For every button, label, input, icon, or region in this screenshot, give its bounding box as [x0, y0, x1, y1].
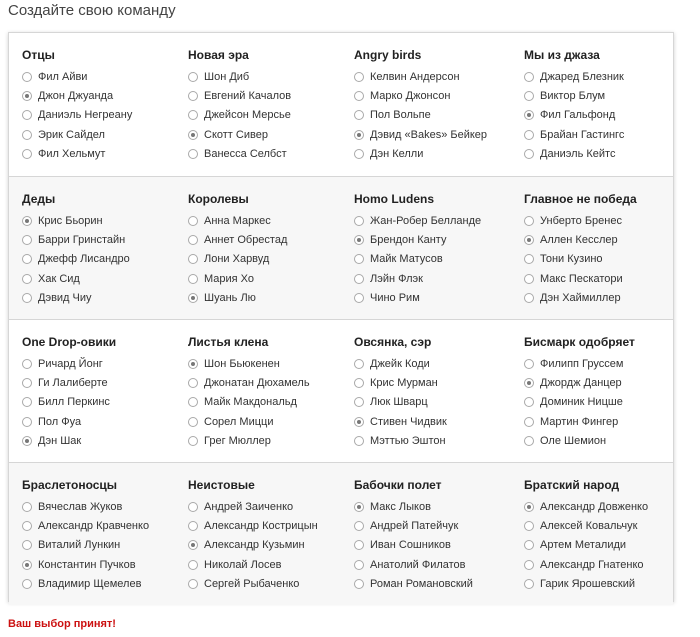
player-option-label: Жан-Робер Белланде [370, 214, 482, 227]
player-option-label: Дэвид «Bakes» Бейкер [370, 128, 488, 141]
player-option-label: Мартин Фингер [540, 415, 619, 428]
team-group [188, 478, 318, 593]
player-option[interactable] [354, 393, 447, 412]
player-option-label: Филипп Груссем [540, 357, 624, 370]
player-option-label: Мария Хо [204, 272, 255, 285]
radio-button-icon[interactable] [524, 359, 534, 369]
player-option[interactable] [22, 125, 132, 144]
radio-button-icon[interactable] [22, 397, 32, 407]
radio-button-icon[interactable] [188, 521, 198, 531]
player-option[interactable] [524, 497, 648, 516]
player-option[interactable] [22, 269, 130, 288]
player-option[interactable] [188, 431, 310, 450]
player-option[interactable] [188, 144, 291, 163]
player-option-label: Барри Гринстайн [38, 233, 126, 246]
radio-button-icon[interactable] [354, 378, 364, 388]
radio-button-icon[interactable] [524, 91, 534, 101]
player-option[interactable] [354, 230, 481, 249]
radio-button-icon[interactable] [188, 293, 198, 303]
player-option-label: Шон Диб [204, 70, 250, 83]
radio-button-icon[interactable] [22, 110, 32, 120]
radio-button-icon[interactable] [524, 378, 534, 388]
radio-button-icon[interactable] [524, 293, 534, 303]
player-option[interactable] [354, 67, 487, 86]
team-group [354, 478, 473, 593]
player-option-label: Джейсон Мерсье [204, 109, 291, 122]
team-group [354, 335, 447, 450]
team-group-title: Новая эра [188, 48, 249, 62]
radio-button-icon[interactable] [22, 560, 32, 570]
player-option-label: Брендон Канту [370, 233, 447, 246]
player-option-label: Келвин Андерсон [370, 70, 460, 83]
player-option[interactable] [354, 555, 473, 574]
radio-button-icon[interactable] [188, 417, 198, 427]
player-option[interactable] [22, 230, 130, 249]
radio-button-icon[interactable] [354, 110, 364, 120]
radio-button-icon[interactable] [188, 502, 198, 512]
player-option[interactable] [22, 354, 116, 373]
player-option[interactable] [188, 106, 291, 125]
player-option-label: Вячеслав Жуков [38, 500, 123, 513]
player-option-label: Макс Пескатори [540, 272, 623, 285]
team-group [188, 192, 287, 307]
team-group [188, 48, 291, 163]
player-option[interactable] [524, 574, 648, 593]
team-group [524, 48, 624, 163]
player-option[interactable] [22, 431, 116, 450]
radio-button-icon[interactable] [188, 436, 198, 446]
team-row-2 [9, 176, 673, 319]
radio-button-icon[interactable] [188, 72, 198, 82]
player-option[interactable] [22, 67, 132, 86]
team-row-3 [9, 319, 673, 462]
radio-button-icon[interactable] [22, 130, 32, 140]
player-option[interactable] [354, 288, 481, 307]
player-option-label: Джейк Коди [370, 357, 430, 370]
player-option-label: Константин Пучков [38, 558, 136, 571]
radio-button-icon[interactable] [524, 110, 534, 120]
radio-button-icon[interactable] [22, 359, 32, 369]
player-option-label: Алексей Ковальчук [540, 519, 638, 532]
player-option-label: Хак Сид [38, 272, 80, 285]
team-group-title: Homo Ludens [354, 192, 434, 206]
radio-button-icon[interactable] [354, 216, 364, 226]
player-option-label: Ванесса Селбст [204, 147, 287, 160]
team-group [524, 478, 648, 593]
player-option[interactable] [354, 574, 473, 593]
player-option-label: Виктор Блум [540, 89, 606, 102]
radio-button-icon[interactable] [188, 540, 198, 550]
radio-button-icon[interactable] [354, 521, 364, 531]
player-option[interactable] [354, 431, 447, 450]
player-option-label: Пол Фуа [38, 415, 82, 428]
team-group [22, 335, 116, 450]
player-option-label: Аллен Кесслер [540, 233, 618, 246]
team-group [354, 48, 487, 163]
radio-button-icon[interactable] [22, 378, 32, 388]
player-option-label: Фил Хельмут [38, 147, 106, 160]
radio-button-icon[interactable] [188, 110, 198, 120]
team-group-title: Овсянка, сэр [354, 335, 432, 349]
radio-button-icon[interactable] [524, 417, 534, 427]
player-option-label: Дэн Шак [38, 434, 82, 447]
radio-button-icon[interactable] [188, 378, 198, 388]
player-option[interactable] [524, 354, 635, 373]
player-option[interactable] [22, 250, 130, 269]
team-group [524, 192, 637, 307]
team-row-1 [9, 33, 673, 176]
player-option[interactable] [188, 516, 318, 535]
radio-button-icon[interactable] [354, 149, 364, 159]
player-option-label: Унберто Бренес [540, 214, 622, 227]
radio-button-icon[interactable] [22, 293, 32, 303]
player-option-label: Николай Лосев [204, 558, 282, 571]
radio-button-icon[interactable] [524, 149, 534, 159]
player-option[interactable] [354, 250, 481, 269]
player-option[interactable] [524, 393, 635, 412]
player-option[interactable] [22, 574, 149, 593]
player-option[interactable] [524, 516, 648, 535]
player-option[interactable] [524, 412, 635, 431]
player-option[interactable] [188, 555, 318, 574]
player-option-label: Александр Кравченко [38, 519, 150, 532]
radio-button-icon[interactable] [188, 235, 198, 245]
player-option-label: Оле Шемион [540, 434, 607, 447]
radio-button-icon[interactable] [524, 560, 534, 570]
player-option[interactable] [22, 393, 116, 412]
player-option[interactable] [188, 497, 318, 516]
player-option-label: Сергей Рыбаченко [204, 577, 300, 590]
radio-button-icon[interactable] [354, 560, 364, 570]
radio-button-icon[interactable] [354, 397, 364, 407]
player-option-label: Крис Мурман [370, 376, 438, 389]
player-option-label: Ричард Йонг [38, 357, 103, 370]
player-option[interactable] [524, 288, 637, 307]
radio-button-icon[interactable] [188, 254, 198, 264]
player-option[interactable] [188, 269, 287, 288]
radio-button-icon[interactable] [22, 417, 32, 427]
player-option[interactable] [22, 555, 149, 574]
radio-button-icon[interactable] [188, 274, 198, 284]
player-option-label: Джонатан Дюхамель [204, 376, 310, 389]
player-option[interactable] [188, 288, 287, 307]
team-group [524, 335, 635, 450]
player-option[interactable] [524, 536, 648, 555]
team-group [188, 335, 310, 450]
radio-button-icon[interactable] [22, 91, 32, 101]
radio-button-icon[interactable] [524, 579, 534, 589]
player-option[interactable] [524, 250, 637, 269]
team-group-title: Браслетоносцы [22, 478, 118, 492]
radio-button-icon[interactable] [354, 130, 364, 140]
radio-button-icon[interactable] [188, 579, 198, 589]
team-group-title: Мы из джаза [524, 48, 600, 62]
player-option-label: Роман Романовский [370, 577, 473, 590]
player-option-label: Даниэль Негреану [38, 109, 133, 122]
team-group-title: One Drop-овики [22, 335, 117, 349]
player-option-label: Мэттью Эштон [370, 434, 446, 447]
radio-button-icon[interactable] [22, 579, 32, 589]
radio-button-icon[interactable] [354, 293, 364, 303]
radio-button-icon[interactable] [524, 397, 534, 407]
player-option-label: Аннет Обрестад [204, 233, 288, 246]
player-option-label: Тони Кузино [540, 253, 603, 266]
radio-button-icon[interactable] [22, 149, 32, 159]
player-option[interactable] [524, 230, 637, 249]
player-option[interactable] [188, 86, 291, 105]
radio-button-icon[interactable] [354, 579, 364, 589]
player-option[interactable] [188, 536, 318, 555]
player-option-label: Сорел Мицци [204, 415, 274, 428]
radio-button-icon[interactable] [22, 72, 32, 82]
player-option[interactable] [524, 211, 637, 230]
player-option-label: Лони Харвуд [204, 253, 270, 266]
team-group [354, 192, 481, 307]
player-option-label: Артем Металиди [540, 539, 627, 552]
player-option-label: Евгений Качалов [204, 89, 292, 102]
player-option[interactable] [524, 555, 648, 574]
player-option[interactable] [22, 412, 116, 431]
player-option-label: Александр Кострицын [204, 519, 318, 532]
player-option-label: Иван Сошников [370, 539, 451, 552]
radio-button-icon[interactable] [22, 235, 32, 245]
player-option[interactable] [188, 393, 310, 412]
player-option-label: Джаред Блезник [540, 70, 624, 83]
player-option[interactable] [354, 144, 487, 163]
player-option-label: Шон Бьюкенен [204, 357, 280, 370]
radio-button-icon[interactable] [524, 502, 534, 512]
player-option[interactable] [354, 125, 487, 144]
radio-button-icon[interactable] [22, 436, 32, 446]
player-option[interactable] [354, 412, 447, 431]
player-option-label: Макс Лыков [370, 500, 431, 513]
radio-button-icon[interactable] [188, 560, 198, 570]
radio-button-icon[interactable] [354, 436, 364, 446]
radio-button-icon[interactable] [524, 72, 534, 82]
player-option[interactable] [524, 373, 635, 392]
player-option[interactable] [354, 86, 487, 105]
player-option[interactable] [188, 211, 287, 230]
radio-button-icon[interactable] [22, 540, 32, 550]
player-option-label: Фил Айви [38, 70, 88, 83]
player-option-label: Александр Гнатенко [540, 558, 644, 571]
player-option-label: Ги Лалиберте [38, 376, 108, 389]
player-option[interactable] [22, 497, 149, 516]
radio-button-icon[interactable] [188, 359, 198, 369]
radio-button-icon[interactable] [22, 274, 32, 284]
player-option-label: Фил Гальфонд [540, 109, 616, 122]
player-option[interactable] [354, 211, 481, 230]
player-option-label: Люк Шварц [370, 396, 428, 409]
player-option[interactable] [524, 269, 637, 288]
player-option[interactable] [188, 250, 287, 269]
player-option-label: Дэн Хаймиллер [540, 291, 621, 304]
player-option[interactable] [524, 106, 624, 125]
team-group [22, 48, 132, 163]
radio-button-icon[interactable] [188, 397, 198, 407]
radio-button-icon[interactable] [524, 130, 534, 140]
radio-button-icon[interactable] [524, 274, 534, 284]
player-option-label: Анна Маркес [204, 214, 271, 227]
team-group-title: Бабочки полет [354, 478, 442, 492]
player-option-label: Виталий Лункин [38, 539, 121, 552]
radio-button-icon[interactable] [22, 216, 32, 226]
player-option[interactable] [22, 106, 132, 125]
radio-button-icon[interactable] [524, 436, 534, 446]
page-title: Создайте свою команду [8, 2, 176, 19]
player-option-label: Владимир Щемелев [38, 577, 142, 590]
team-group [22, 192, 130, 307]
radio-button-icon[interactable] [188, 130, 198, 140]
radio-button-icon[interactable] [354, 254, 364, 264]
radio-button-icon[interactable] [22, 502, 32, 512]
radio-button-icon[interactable] [354, 72, 364, 82]
radio-button-icon[interactable] [22, 521, 32, 531]
player-option[interactable] [354, 269, 481, 288]
player-option-label: Дэвид Чиу [38, 291, 92, 304]
player-option-label: Марко Джонсон [370, 89, 451, 102]
player-option-label: Гарик Ярошевский [540, 577, 636, 590]
team-selection-panel [8, 32, 674, 602]
player-option-label: Майк Матусов [370, 253, 443, 266]
player-option-label: Даниэль Кейтс [540, 147, 616, 160]
radio-button-icon[interactable] [188, 149, 198, 159]
radio-button-icon[interactable] [524, 540, 534, 550]
player-option[interactable] [188, 574, 318, 593]
player-option-label: Крис Бьорин [38, 214, 103, 227]
player-option[interactable] [354, 497, 473, 516]
player-option[interactable] [22, 144, 132, 163]
player-option-label: Стивен Чидвик [370, 415, 447, 428]
player-option[interactable] [188, 354, 310, 373]
radio-button-icon[interactable] [354, 235, 364, 245]
player-option[interactable] [188, 412, 310, 431]
radio-button-icon[interactable] [22, 254, 32, 264]
player-option[interactable] [188, 230, 287, 249]
player-option-label: Дэн Келли [370, 147, 424, 160]
radio-button-icon[interactable] [524, 235, 534, 245]
player-option[interactable] [188, 373, 310, 392]
team-group-title: Деды [22, 192, 56, 206]
player-option[interactable] [354, 373, 447, 392]
player-option-label: Брайан Гастингс [540, 128, 625, 141]
player-option-label: Билл Перкинс [38, 396, 110, 409]
player-option-label: Майк Макдональд [204, 396, 297, 409]
player-option-label: Андрей Патейчук [370, 519, 459, 532]
radio-button-icon[interactable] [524, 254, 534, 264]
team-group-title: Королевы [188, 192, 249, 206]
radio-button-icon[interactable] [354, 540, 364, 550]
player-option-label: Александр Довженко [540, 500, 649, 513]
player-option[interactable] [354, 536, 473, 555]
player-option-label: Джордж Данцер [540, 376, 622, 389]
radio-button-icon[interactable] [354, 502, 364, 512]
radio-button-icon[interactable] [188, 216, 198, 226]
player-option[interactable] [524, 431, 635, 450]
player-option-label: Чино Рим [370, 291, 420, 304]
player-option[interactable] [22, 288, 130, 307]
player-option-label: Пол Вольпе [370, 109, 431, 122]
player-option[interactable] [524, 67, 624, 86]
player-option-label: Александр Кузьмин [204, 539, 305, 552]
team-group [22, 478, 149, 593]
player-option-label: Джефф Лисандро [38, 253, 130, 266]
player-option[interactable] [188, 67, 291, 86]
team-row-4 [9, 462, 673, 605]
player-option-label: Доминик Ницше [540, 396, 623, 409]
team-group-title: Листья клена [188, 335, 269, 349]
player-option-label: Анатолий Филатов [370, 558, 466, 571]
player-option[interactable] [22, 516, 149, 535]
radio-button-icon[interactable] [354, 417, 364, 427]
player-option-label: Джон Джуанда [38, 89, 114, 102]
player-option-label: Шуань Лю [204, 291, 256, 304]
radio-button-icon[interactable] [524, 216, 534, 226]
player-option-label: Скотт Сивер [204, 128, 268, 141]
team-group-title: Братский народ [524, 478, 620, 492]
player-option[interactable] [354, 106, 487, 125]
player-option-label: Эрик Сайдел [38, 128, 105, 141]
team-group-title: Angry birds [354, 48, 422, 62]
player-option[interactable] [22, 536, 149, 555]
radio-button-icon[interactable] [354, 274, 364, 284]
radio-button-icon[interactable] [524, 521, 534, 531]
radio-button-icon[interactable] [354, 91, 364, 101]
team-group-title: Главное не победа [524, 192, 637, 206]
player-option[interactable] [524, 144, 624, 163]
radio-button-icon[interactable] [188, 91, 198, 101]
player-option[interactable] [524, 125, 624, 144]
player-option-label: Лэйн Флэк [370, 272, 423, 285]
player-option[interactable] [354, 354, 447, 373]
team-group-title: Отцы [22, 48, 55, 62]
player-option[interactable] [524, 86, 624, 105]
player-option-label: Андрей Заиченко [204, 500, 294, 513]
player-option[interactable] [22, 373, 116, 392]
team-group-title: Неистовые [188, 478, 255, 492]
player-option-label: Грег Мюллер [204, 434, 271, 447]
player-option[interactable] [354, 516, 473, 535]
player-option[interactable] [188, 125, 291, 144]
player-option[interactable] [22, 86, 132, 105]
player-option[interactable] [22, 211, 130, 230]
status-message: Ваш выбор принят! [8, 618, 116, 630]
team-group-title: Бисмарк одобряет [524, 335, 635, 349]
radio-button-icon[interactable] [354, 359, 364, 369]
